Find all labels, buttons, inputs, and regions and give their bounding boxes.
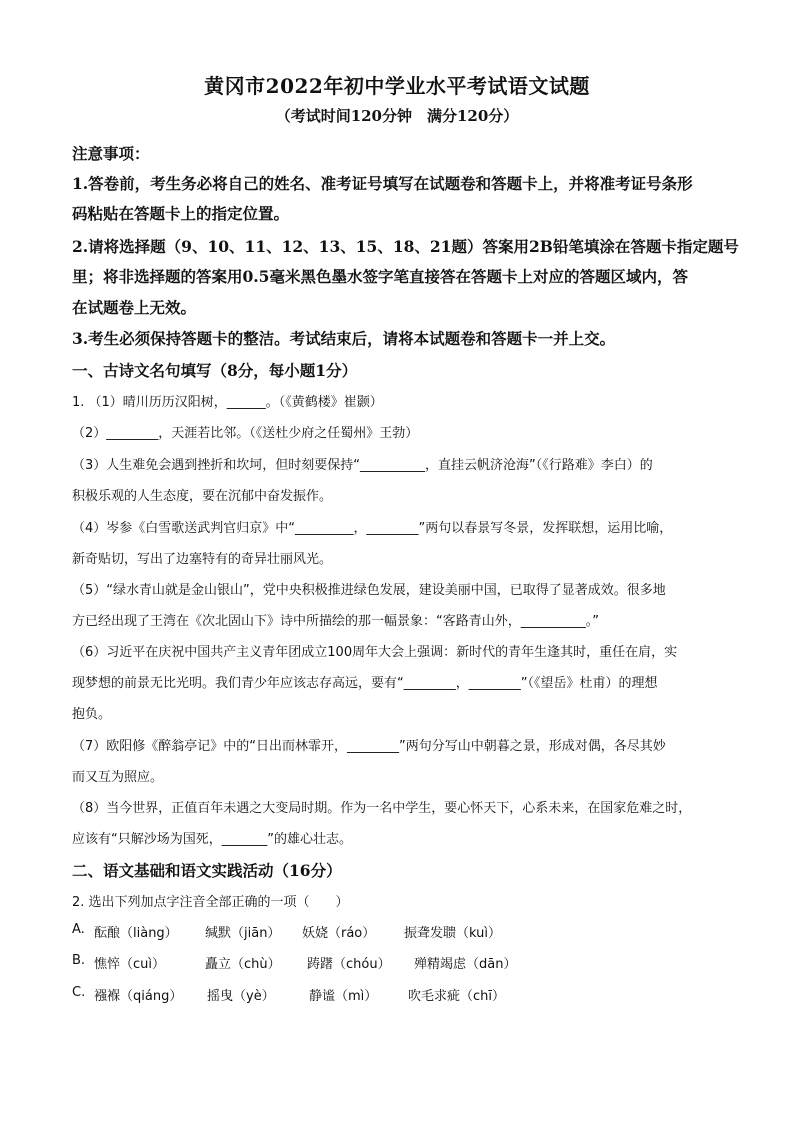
option-letter: B.	[72, 953, 86, 968]
question-line: 抱负。	[72, 707, 112, 722]
question-line: 积极乐观的人生态度，要在沉郁中奋发振作。	[72, 489, 333, 504]
question-line: （6）习近平在庆祝中国共产主义青年团成立100周年大会上强调：新时代的青年生逢其时，重任在肩，实	[72, 645, 678, 660]
section-heading: 一、古诗文名句填写（8分，每小题1分）	[72, 361, 358, 380]
option-item: 吹毛求疵（chī）	[408, 989, 505, 1004]
exam-title: 黄冈市2022年初中学业水平考试语文试题	[204, 74, 590, 98]
notice-line: 3.考生必须保持答题卡的整洁。考试结束后，请将本试题卷和答题卡一并上交。	[72, 329, 616, 348]
question-line: 现梦想的前景无比光明。我们青少年应该志存高远，要有“________，________”（《望岳》杜甫）的理想	[72, 676, 658, 691]
option-item: 缄默（jiān）	[205, 926, 281, 941]
option-item: 憔悴（cuì）	[94, 957, 165, 972]
option-item: 襁褓（qiáng）	[94, 989, 183, 1004]
option-item: 振聋发聩（kuì）	[404, 926, 501, 941]
question-line: 新奇贴切，写出了边塞特有的奇异壮丽风光。	[72, 552, 333, 567]
option-item: 矗立（chù）	[205, 957, 281, 972]
option-item: 踌躇（chóu）	[307, 957, 391, 972]
question-line: 1. （1）晴川历历汉阳树，______。（《黄鹤楼》崔颢）	[72, 395, 383, 410]
notice-line: 里；将非选择题的答案用0.5毫米黑色墨水签字笔直接答在答题卡上对应的答题区域内，答	[72, 267, 688, 286]
section-heading: 二、语文基础和语文实践活动（16分）	[72, 861, 342, 880]
notice-line: 1.答卷前，考生务必将自己的姓名、准考证号填写在试题卷和答题卡上，并将准考证号条形	[72, 174, 693, 193]
option-letter: C.	[72, 985, 86, 1000]
notice-line: 2.请将选择题（9、10、11、12、13、15、18、21题）答案用2B铅笔填涂在答题卡指定题号	[72, 237, 739, 256]
option-item: 摇曳（yè）	[207, 989, 275, 1004]
notice-line: 码粘贴在答题卡上的指定位置。	[72, 204, 290, 223]
question-line: （7）欧阳修《醉翁亭记》中的“日出而林霏开，________”两句分写山中朝暮之景，形成对偶，各尽其妙	[72, 739, 666, 754]
question-line: 应该有“只解沙场为国死，_______”的雄心壮志。	[72, 832, 352, 847]
option-letter: A.	[72, 922, 85, 937]
question-line: （8）当今世界，正值百年未遇之大变局时期。作为一名中学生，要心怀天下，心系未来，在国家危难之时，	[72, 801, 692, 816]
question-line: （5）“绿水青山就是金山银山”，党中央积极推进绿色发展，建设美丽中国，已取得了显著成效。很多地	[72, 583, 666, 598]
option-item: 酝酿（liàng）	[94, 926, 178, 941]
question-line: 方已经出现了王湾在《次北固山下》诗中所描绘的那一幅景象：“客路青山外，__________。”	[72, 614, 599, 629]
option-item: 静谧（mì）	[309, 989, 378, 1004]
question-line: （4）岑参《白雪歌送武判官归京》中“_________，________”两句以春景写冬景，发挥联想，运用比喻，	[72, 521, 673, 536]
question-line: 而又互为照应。	[72, 770, 164, 785]
exam-subtitle: （考试时间120分钟 满分120分）	[275, 107, 519, 125]
question-line: （2）________，天涯若比邻。（《送杜少府之任蜀州》王勃）	[72, 426, 419, 441]
question-line: 2. 选出下列加点字注音全部正确的一项（ ）	[72, 895, 349, 910]
question-line: （3）人生难免会遇到挫折和坎坷，但时刻要保持“__________，直挂云帆济沧海”（《行路难》李白）的	[72, 458, 653, 473]
option-item: 殚精竭虑（dān）	[414, 957, 517, 972]
option-item: 妖娆（ráo）	[302, 926, 376, 941]
notice-heading: 注意事项：	[72, 144, 150, 163]
notice-line: 在试题卷上无效。	[72, 298, 197, 317]
